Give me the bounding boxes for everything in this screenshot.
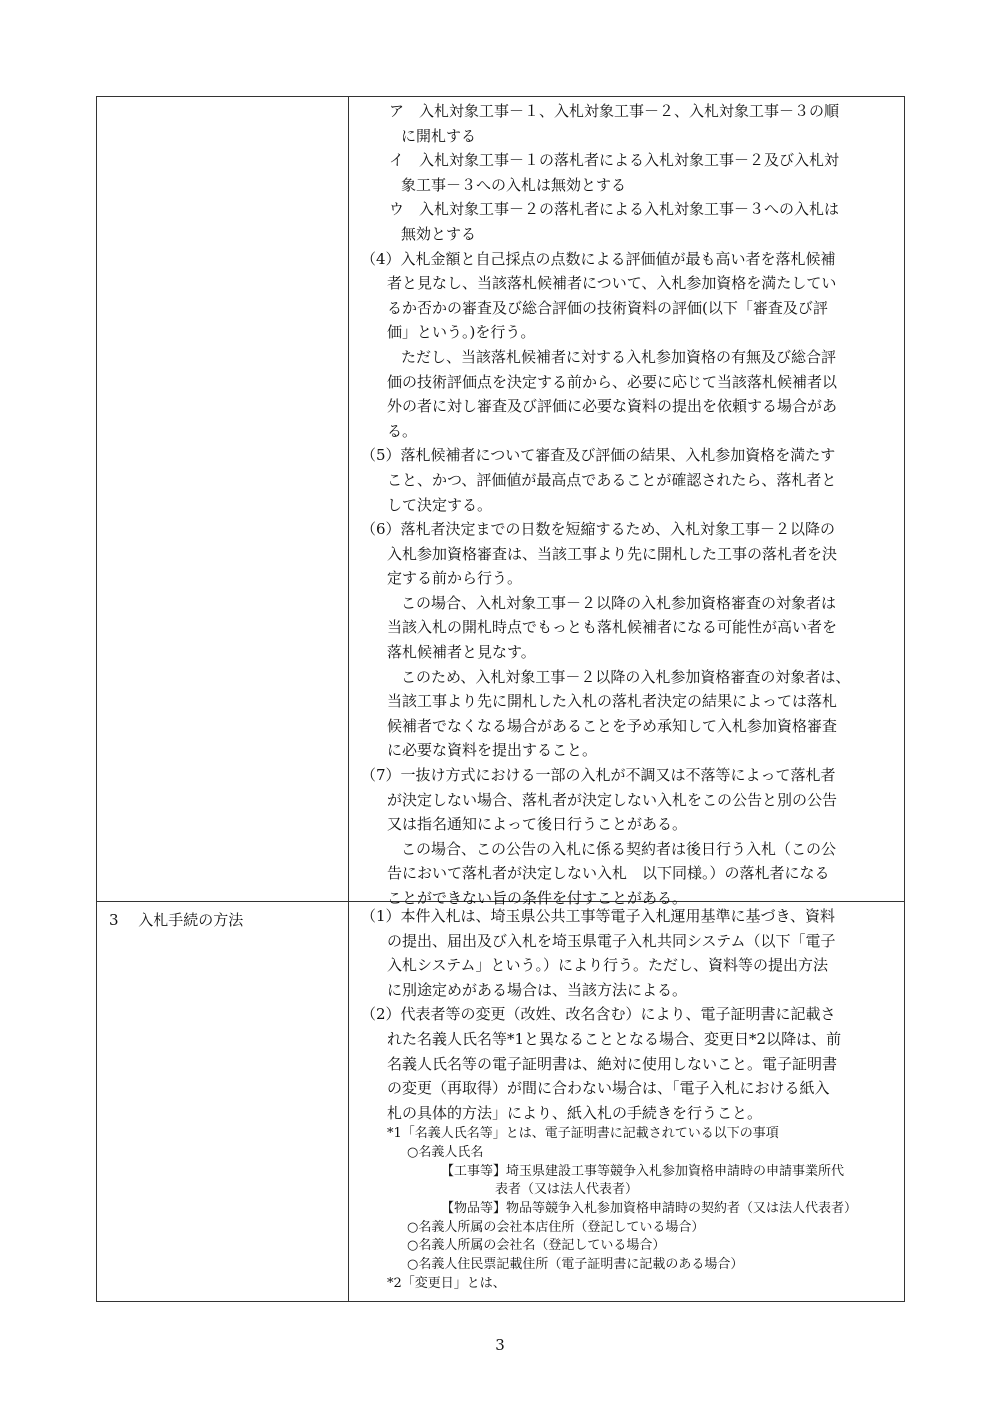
document-table: [96, 96, 905, 1302]
text-line: 入札参加資格審査は、当該工事より先に開札した工事の落札者を決: [387, 544, 838, 563]
text-line: （4）入札金額と自己採点の点数による評価値が最も高い者を落札候補: [361, 249, 836, 268]
text-line: れた名義人氏名等*1と異なることとなる場合、変更日*2以降は、前: [387, 1029, 842, 1048]
text-line: 者と見なし、当該落札候補者について、入札参加資格を満たしてい: [387, 274, 837, 293]
text-line: 告において落札者が決定しない入札 以下同様。）の落札者になる: [387, 864, 830, 883]
table-row: [97, 902, 904, 1301]
text-line: （5）落札候補者について審査及び評価の結果、入札参加資格を満たす: [361, 446, 836, 465]
text-line: して決定する。: [387, 495, 493, 514]
footnote-line: *2「変更日」とは、: [387, 1275, 506, 1291]
footnote-line: 【物品等】物品等競争入札参加資格申請時の契約者（又は法人代表者）: [441, 1201, 858, 1217]
footnote-line: ○名義人所属の会社名（登記している場合）: [407, 1238, 666, 1254]
text-line: に別途定めがある場合は、当該方法による。: [387, 980, 688, 999]
text-line: こと、かつ、評価値が最高点であることが確認されたら、落札者と: [387, 470, 837, 489]
text-line: 札の具体的方法」により、紙入札の手続きを行うこと。: [387, 1103, 763, 1122]
text-line: ウ 入札対象工事－２の落札者による入札対象工事－３への入札は: [389, 200, 840, 219]
text-line: に開札する: [401, 126, 477, 145]
text-line: 価」という。)を行う。: [387, 323, 536, 342]
text-line: の変更（再取得）が間に合わない場合は、「電子入札における紙入: [387, 1079, 830, 1098]
footnote-line: ○名義人氏名: [407, 1145, 484, 1161]
text-line: 当該入札の開札時点でもっとも落札候補者になる可能性が高い者を: [387, 618, 838, 637]
text-line: ただし、当該落札候補者に対する入札参加資格の有無及び総合評: [401, 347, 837, 366]
text-line: （6）落札者決定までの日数を短縮するため、入札対象工事－２以降の: [361, 520, 835, 539]
text-line: 名義人氏名等の電子証明書は、絶対に使用しないこと。電子証明書: [387, 1054, 838, 1073]
text-line: 価の技術評価点を決定する前から、必要に応じて当該落札候補者以: [387, 372, 838, 391]
text-line: 象工事－３への入札は無効とする: [401, 175, 627, 194]
column-divider: [348, 97, 349, 901]
text-line: （1）本件入札は、埼玉県公共工事等電子入札運用基準に基づき、資料: [361, 907, 835, 925]
footnote-line: 表者（又は法人代表者）: [495, 1182, 639, 1198]
text-line: 入札システム」という。）により行う。ただし、資料等の提出方法: [387, 956, 829, 975]
footnote-line: *1「名義人氏名等」とは、電子証明書に記載されている以下の事項: [387, 1126, 779, 1142]
text-line: このため、入札対象工事－２以降の入札参加資格審査の対象者は、: [401, 667, 851, 686]
footnote-line: 【工事等】埼玉県建設工事等競争入札参加資格申請時の申請事業所代: [441, 1163, 845, 1179]
text-line: 落札候補者と見なす。: [387, 643, 536, 662]
text-line: ア 入札対象工事－１、入札対象工事－２、入札対象工事－３の順: [389, 102, 840, 120]
row-content: [361, 99, 901, 911]
text-line: （2）代表者等の変更（改姓、改名含む）により、電子証明書に記載さ: [361, 1005, 836, 1024]
page-number: 3: [495, 1336, 505, 1354]
text-line: 当該工事より先に開札した入札の落札者決定の結果によっては落札: [387, 692, 838, 711]
text-line: る。: [387, 421, 418, 440]
text-line: に必要な資料を提出すること。: [387, 741, 598, 760]
text-line: 定する前から行う。: [387, 569, 523, 588]
text-line: この場合、入札対象工事－２以降の入札参加資格審査の対象者は: [401, 593, 837, 612]
text-line: 外の者に対し審査及び評価に必要な資料の提出を依頼する場合があ: [387, 397, 838, 416]
footnote-line: ○名義人所属の会社本店住所（登記している場合）: [407, 1219, 705, 1235]
text-line: 又は指名通知によって後日行うことがある。: [387, 815, 688, 834]
section-heading: 3 入札手続の方法: [109, 911, 244, 929]
table-row: [97, 97, 904, 907]
footnote-line: ○名義人住民票記載住所（電子証明書に記載のある場合）: [407, 1257, 744, 1273]
text-line: 無効とする: [401, 224, 477, 243]
text-line: （7）一抜け方式における一部の入札が不調又は不落等によって落札者: [361, 766, 836, 785]
text-line: ことができない旨の条件を付すことがある。: [387, 889, 688, 907]
text-line: が決定しない場合、落札者が決定しない入札をこの公告と別の公告: [387, 790, 838, 809]
text-line: るか否かの審査及び総合評価の技術資料の評価(以下「審査及び評: [387, 298, 828, 317]
text-line: この場合、この公告の入札に係る契約者は後日行う入札（この公: [401, 839, 837, 858]
text-line: の提出、届出及び入札を埼玉県電子入札共同システム（以下「電子: [387, 931, 836, 950]
text-line: イ 入札対象工事－１の落札者による入札対象工事－２及び入札対: [389, 151, 840, 170]
column-divider: [348, 902, 349, 1301]
text-line: 候補者でなくなる場合があることを予め承知して入札参加資格審査: [387, 716, 838, 735]
row-content: [361, 904, 901, 1294]
